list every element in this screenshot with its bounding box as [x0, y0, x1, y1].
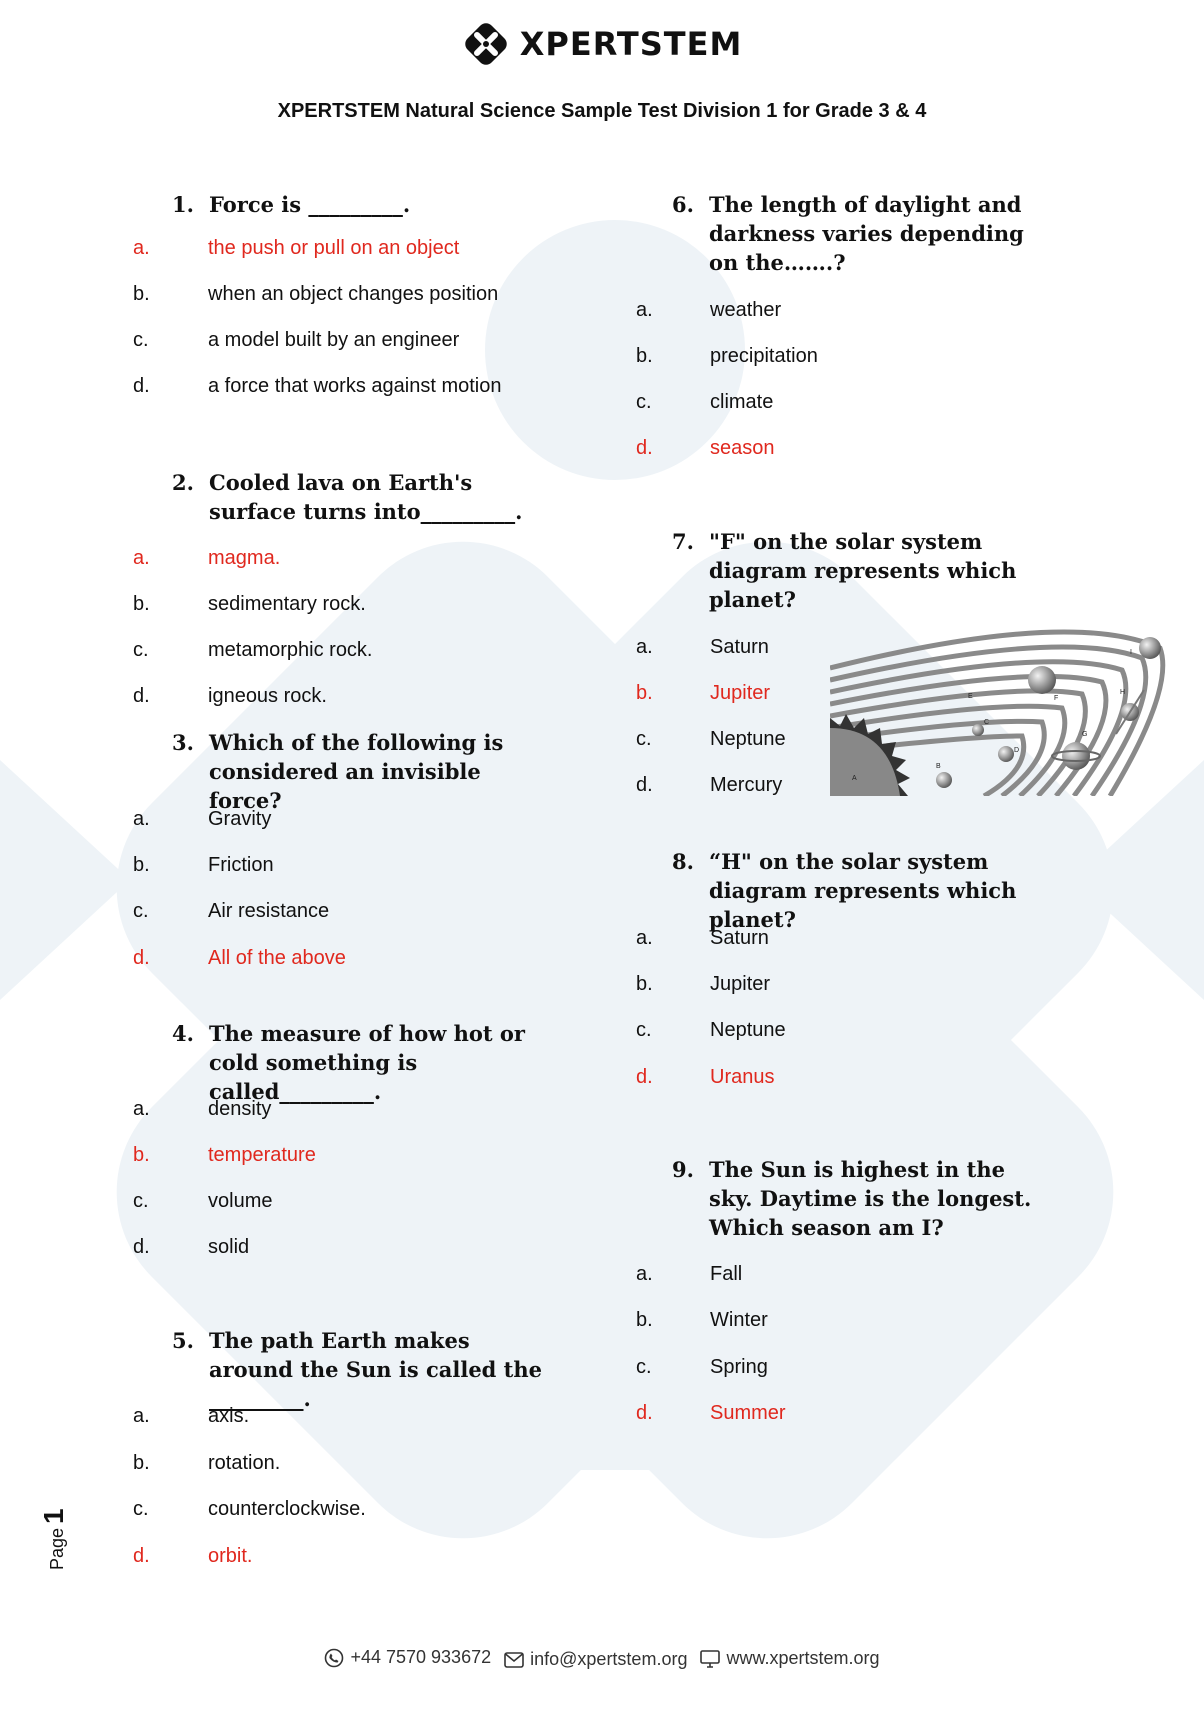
question-number: 1. [172, 192, 194, 217]
question-text: Which of the following is considered an invisible force? [209, 730, 504, 813]
diagram-label-h: H [1120, 689, 1126, 696]
question-number: 5. [172, 1328, 194, 1353]
option-letter: a. [636, 299, 653, 321]
option-text: Winter [710, 1309, 768, 1331]
solar-system-diagram [830, 628, 1170, 796]
answer-option-correct[interactable] [636, 436, 775, 460]
diagram-label-b: B [936, 763, 941, 770]
answer-option[interactable] [133, 1404, 249, 1428]
option-letter: a. [133, 237, 150, 259]
option-letter: b. [636, 345, 653, 367]
question-7 [672, 527, 1049, 614]
answer-option[interactable] [636, 344, 818, 368]
answer-option[interactable] [133, 282, 498, 306]
option-text: solid [208, 1236, 250, 1258]
option-letter: a. [636, 927, 653, 949]
answer-option-correct[interactable] [133, 236, 459, 260]
option-letter: c. [636, 391, 652, 413]
answer-option[interactable] [133, 1097, 271, 1121]
brand-logo [462, 20, 743, 68]
option-text: Jupiter [710, 973, 771, 995]
option-text: counterclockwise. [208, 1498, 366, 1520]
answer-option[interactable] [133, 638, 373, 662]
option-letter: c. [133, 329, 149, 351]
diagram-label-c: C [984, 719, 990, 726]
option-text: a model built by an engineer [208, 329, 460, 351]
answer-option[interactable] [133, 374, 501, 398]
question-number: 6. [672, 192, 694, 217]
question-number: 7. [672, 529, 694, 554]
question-2 [172, 468, 549, 526]
answer-option-correct[interactable] [133, 546, 280, 570]
monitor-icon [700, 1650, 720, 1668]
question-4 [172, 1019, 549, 1106]
answer-option-correct[interactable] [133, 1544, 252, 1568]
answer-option[interactable] [636, 773, 782, 797]
option-letter: c. [133, 1190, 149, 1212]
answer-option[interactable] [636, 635, 769, 659]
option-letter: d. [636, 437, 653, 459]
option-text: when an object changes position [208, 283, 499, 305]
answer-option[interactable] [133, 899, 329, 923]
option-text: Gravity [208, 808, 272, 830]
option-text: Spring [710, 1356, 768, 1378]
option-text: Neptune [710, 1019, 786, 1041]
option-letter: a. [133, 1098, 150, 1120]
option-text: Neptune [710, 728, 786, 750]
answer-option[interactable] [636, 972, 770, 996]
option-letter: a. [636, 1263, 653, 1285]
question-number: 3. [172, 730, 194, 755]
answer-option-correct[interactable] [133, 946, 346, 970]
option-text: precipitation [710, 345, 818, 367]
diagram-label-e: E [968, 693, 973, 700]
answer-option-correct[interactable] [636, 681, 770, 705]
answer-option[interactable] [636, 390, 773, 414]
question-text: The Sun is highest in the sky. Daytime is the longest. Which season am I? [709, 1157, 1032, 1240]
question-text: Cooled lava on Earth's surface turns into_________. [209, 470, 523, 524]
option-letter: b. [133, 593, 150, 615]
question-6 [672, 190, 1049, 277]
page-word: Page [47, 1527, 67, 1570]
option-text: orbit. [208, 1545, 253, 1567]
option-letter: c. [133, 900, 149, 922]
answer-option-correct[interactable] [636, 1065, 774, 1089]
answer-option[interactable] [133, 1451, 280, 1475]
option-text: a force that works against motion [208, 375, 502, 397]
question-number: 4. [172, 1021, 194, 1046]
option-letter: a. [133, 1405, 150, 1427]
option-text: Uranus [710, 1066, 775, 1088]
option-letter: d. [133, 375, 150, 397]
answer-option-correct[interactable] [636, 1401, 786, 1425]
diagram-label-d: D [1014, 747, 1020, 754]
brand-name: XPERTSTEM [519, 25, 743, 63]
option-text: volume [208, 1190, 273, 1212]
question-text: The path Earth makes around the Sun is called the _________. [209, 1328, 543, 1411]
option-letter: d. [636, 774, 653, 796]
question-text: Force is _________. [209, 192, 411, 217]
page-number-value: 1 [38, 1508, 69, 1524]
answer-option-correct[interactable] [133, 1143, 316, 1167]
option-text: Friction [208, 854, 274, 876]
document-title: XPERTSTEM Natural Science Sample Test Division 1 for Grade 3 & 4 [277, 100, 927, 122]
diagram-label-a: A [852, 775, 857, 782]
option-text: Summer [710, 1402, 786, 1424]
answer-option[interactable] [636, 1018, 786, 1042]
footer-contact [0, 1647, 1204, 1673]
answer-option[interactable] [133, 684, 327, 708]
question-1 [172, 190, 549, 219]
option-text: season [710, 437, 775, 459]
answer-option[interactable] [636, 1308, 768, 1332]
option-letter: d. [636, 1402, 653, 1424]
option-letter: d. [133, 947, 150, 969]
x-badge-icon [462, 20, 510, 68]
sun-icon [830, 714, 910, 796]
answer-option[interactable] [133, 328, 459, 352]
phone-icon [324, 1648, 344, 1668]
option-letter: c. [636, 728, 652, 750]
page-number [38, 1508, 70, 1570]
option-text: Jupiter [710, 682, 771, 704]
question-3 [172, 728, 549, 815]
option-letter: b. [133, 1144, 150, 1166]
mail-icon [504, 1652, 524, 1668]
answer-option[interactable] [636, 727, 786, 751]
diagram-label-g: G [1082, 731, 1088, 738]
option-letter: a. [133, 547, 150, 569]
option-letter: c. [636, 1356, 652, 1378]
option-text: temperature [208, 1144, 316, 1166]
answer-option[interactable] [636, 1262, 742, 1286]
footer-phone[interactable]: +44 7570 933672 [350, 1647, 492, 1667]
question-number: 8. [672, 849, 694, 874]
answer-option[interactable] [133, 807, 271, 831]
header [0, 20, 1204, 73]
option-text: sedimentary rock. [208, 593, 366, 615]
question-number: 2. [172, 470, 194, 495]
option-letter: b. [636, 973, 653, 995]
option-text: rotation. [208, 1452, 281, 1474]
question-5 [172, 1326, 549, 1413]
answer-option[interactable] [636, 298, 781, 322]
option-text: metamorphic rock. [208, 639, 373, 661]
question-text: The measure of how hot or cold something is called_________. [209, 1021, 525, 1104]
option-letter: c. [133, 1498, 149, 1520]
answer-option[interactable] [133, 1189, 272, 1213]
option-text: Saturn [710, 927, 769, 949]
option-letter: d. [133, 1545, 150, 1567]
option-text: All of the above [208, 947, 346, 969]
option-letter: b. [636, 682, 653, 704]
question-text: “H" on the solar system diagram represents which planet? [709, 849, 1017, 932]
question-8 [672, 847, 1049, 934]
option-text: Air resistance [208, 900, 330, 922]
question-text: The length of daylight and darkness varies depending on the…….? [709, 192, 1024, 275]
option-letter: d. [133, 685, 150, 707]
question-text: "F" on the solar system diagram represents which planet? [709, 529, 1017, 612]
option-letter: c. [636, 1019, 652, 1041]
option-letter: b. [133, 283, 150, 305]
option-text: Saturn [710, 636, 769, 658]
answer-option[interactable] [133, 592, 366, 616]
option-text: density [208, 1098, 272, 1120]
answer-option[interactable] [636, 1355, 768, 1379]
diagram-label-f: F [1054, 695, 1059, 702]
option-letter: a. [133, 808, 150, 830]
option-text: climate [710, 391, 774, 413]
footer-email[interactable]: info@xpertstem.org [530, 1649, 688, 1669]
question-9 [672, 1155, 1049, 1242]
option-text: the push or pull on an object [208, 237, 460, 259]
option-letter: d. [636, 1066, 653, 1088]
option-letter: d. [133, 1236, 150, 1258]
option-letter: b. [636, 1309, 653, 1331]
option-letter: c. [133, 639, 149, 661]
diagram-label-i: I [1130, 649, 1132, 656]
option-text: axis. [208, 1405, 250, 1427]
option-letter: a. [636, 636, 653, 658]
option-letter: b. [133, 1452, 150, 1474]
answer-option[interactable] [133, 1235, 249, 1259]
option-text: weather [710, 299, 782, 321]
option-text: magma. [208, 547, 281, 569]
answer-option[interactable] [133, 853, 274, 877]
option-letter: b. [133, 854, 150, 876]
question-number: 9. [672, 1157, 694, 1182]
option-text: igneous rock. [208, 685, 327, 707]
answer-option[interactable] [636, 926, 769, 950]
footer-website[interactable]: www.xpertstem.org [726, 1648, 880, 1668]
option-text: Fall [710, 1263, 743, 1285]
option-text: Mercury [710, 774, 783, 796]
answer-option[interactable] [133, 1497, 366, 1521]
